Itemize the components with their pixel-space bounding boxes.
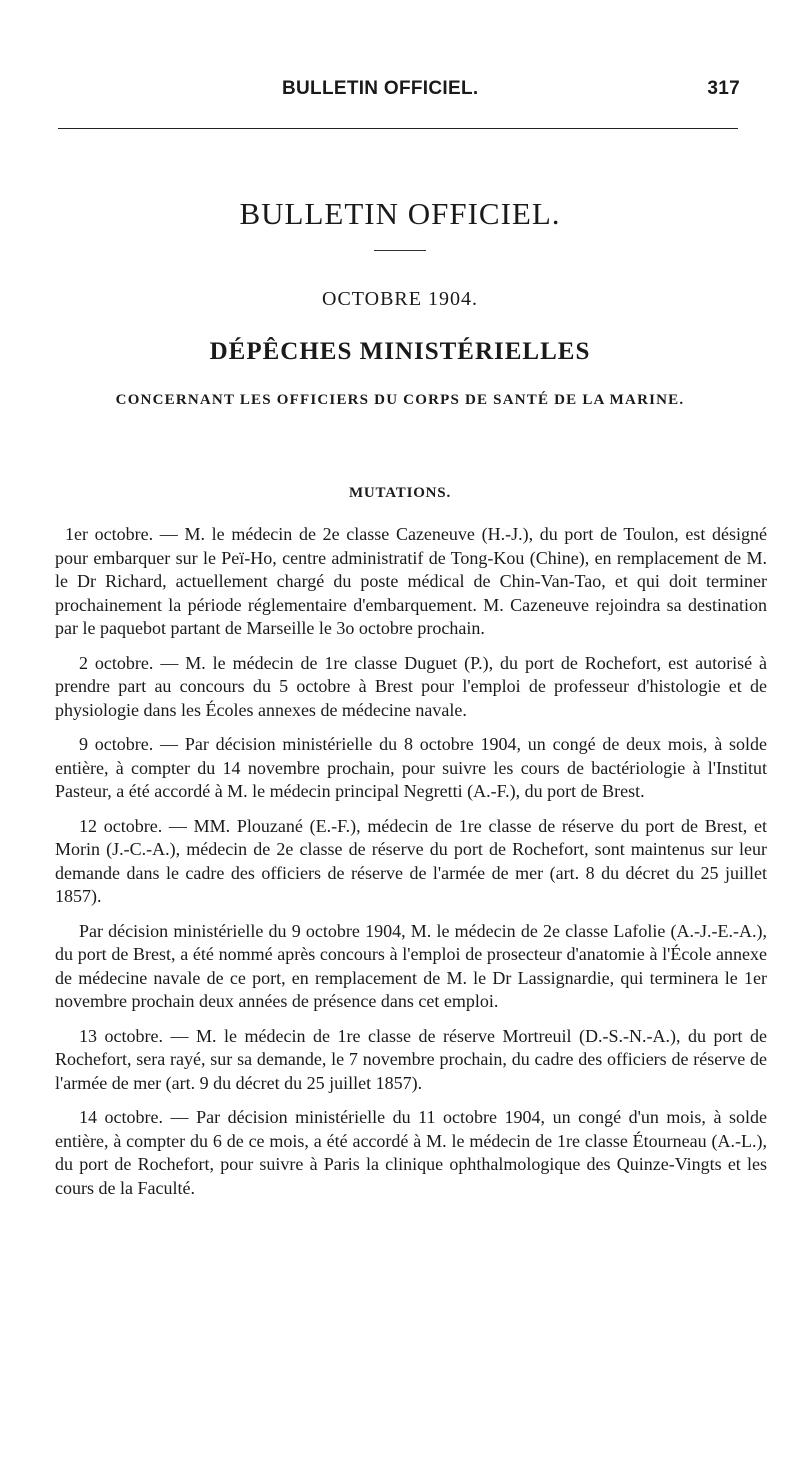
running-title: BULLETIN OFFICIEL. [282, 78, 479, 99]
body-text [55, 523, 767, 1211]
page-number: 317 [707, 78, 740, 99]
mutations-heading: MUTATIONS. [348, 485, 452, 501]
date-heading: OCTOBRE 1904. [322, 288, 478, 310]
header-rule [58, 128, 738, 129]
title-underline [374, 250, 426, 251]
running-head [80, 78, 740, 110]
paragraph: 9 octobre. — Par décision ministérielle du 8 octobre 1904, un congé de deux mois, à solde entière, à compter du 14 novembre prochain, pour suivre les cours de bactériologie à l'Institut Pasteur, a été accordé à M. le médecin principal Negretti (A.-F.), du port de Brest. [55, 734, 767, 801]
section-subheading: CONCERNANT LES OFFICIERS DU CORPS DE SANTÉ DE LA MARINE. [115, 392, 685, 408]
paragraph: 13 octobre. — M. le médecin de 1re classe de réserve Mortreuil (D.-S.-N.-A.), du port de Rochefort, sera rayé, sur sa demande, le 7 novembre prochain, du cadre des officiers de réserve de l'armée de mer (art. 9 du décret du 25 juillet 1857). [55, 1025, 767, 1093]
page-title: BULLETIN OFFICIEL. [239, 196, 561, 231]
paragraph: 12 octobre. — MM. Plouzané (E.-F.), médecin de 1re classe de réserve du port de Brest, et Morin (J.-C.-A.), médecin de 2e classe de réserve du port de Rochefort, sont maintenus sur leur demande dans le cadre des officiers de réserve de l'armée de mer (art. 8 du décret du 25 juillet 1857). [55, 815, 767, 906]
paragraph: 14 octobre. — Par décision ministérielle du 11 octobre 1904, un congé d'un mois, à solde entière, à compter du 6 de ce mois, a été accordé à M. le médecin de 1re classe Étourneau (A.-L.), du port de Rochefort, pour suivre à Paris la clinique ophthalmologique des Quinze-Vingts et les cours de la Faculté. [55, 1107, 767, 1198]
paragraph: 1er octobre. — M. le médecin de 2e classe Cazeneuve (H.-J.), du port de Toulon, est désigné pour embarquer sur le Peï-Ho, centre administratif de Tong-Kou (Chine), en remplacement de M. le Dr Richard, actuellement chargé du poste médical de Chin-Van-Tao, et qui doit terminer prochainement la période réglementaire d'embarquement. M. Cazeneuve rejoindra sa destination par le paquebot partant de Marseille le 3o octobre prochain. [55, 524, 767, 638]
section-heading: DÉPÊCHES MINISTÉRIELLES [209, 338, 591, 365]
paragraph: 2 octobre. — M. le médecin de 1re classe Duguet (P.), du port de Rochefort, est autorisé à prendre part au concours du 5 octobre à Brest pour l'emploi de professeur d'histologie et de physiologie dans les Écoles annexes de médecine navale. [55, 652, 767, 720]
paragraph: Par décision ministérielle du 9 octobre 1904, M. le médecin de 2e classe Lafolie (A.-J.-E.-A.), du port de Brest, a été nommé après concours à l'emploi de prosecteur d'anatomie à l'École annexe de médecine navale de ce port, en remplacement de M. le Dr Lassignardie, qui terminera le 1er novembre prochain deux années de présence dans cet emploi. [55, 920, 767, 1011]
